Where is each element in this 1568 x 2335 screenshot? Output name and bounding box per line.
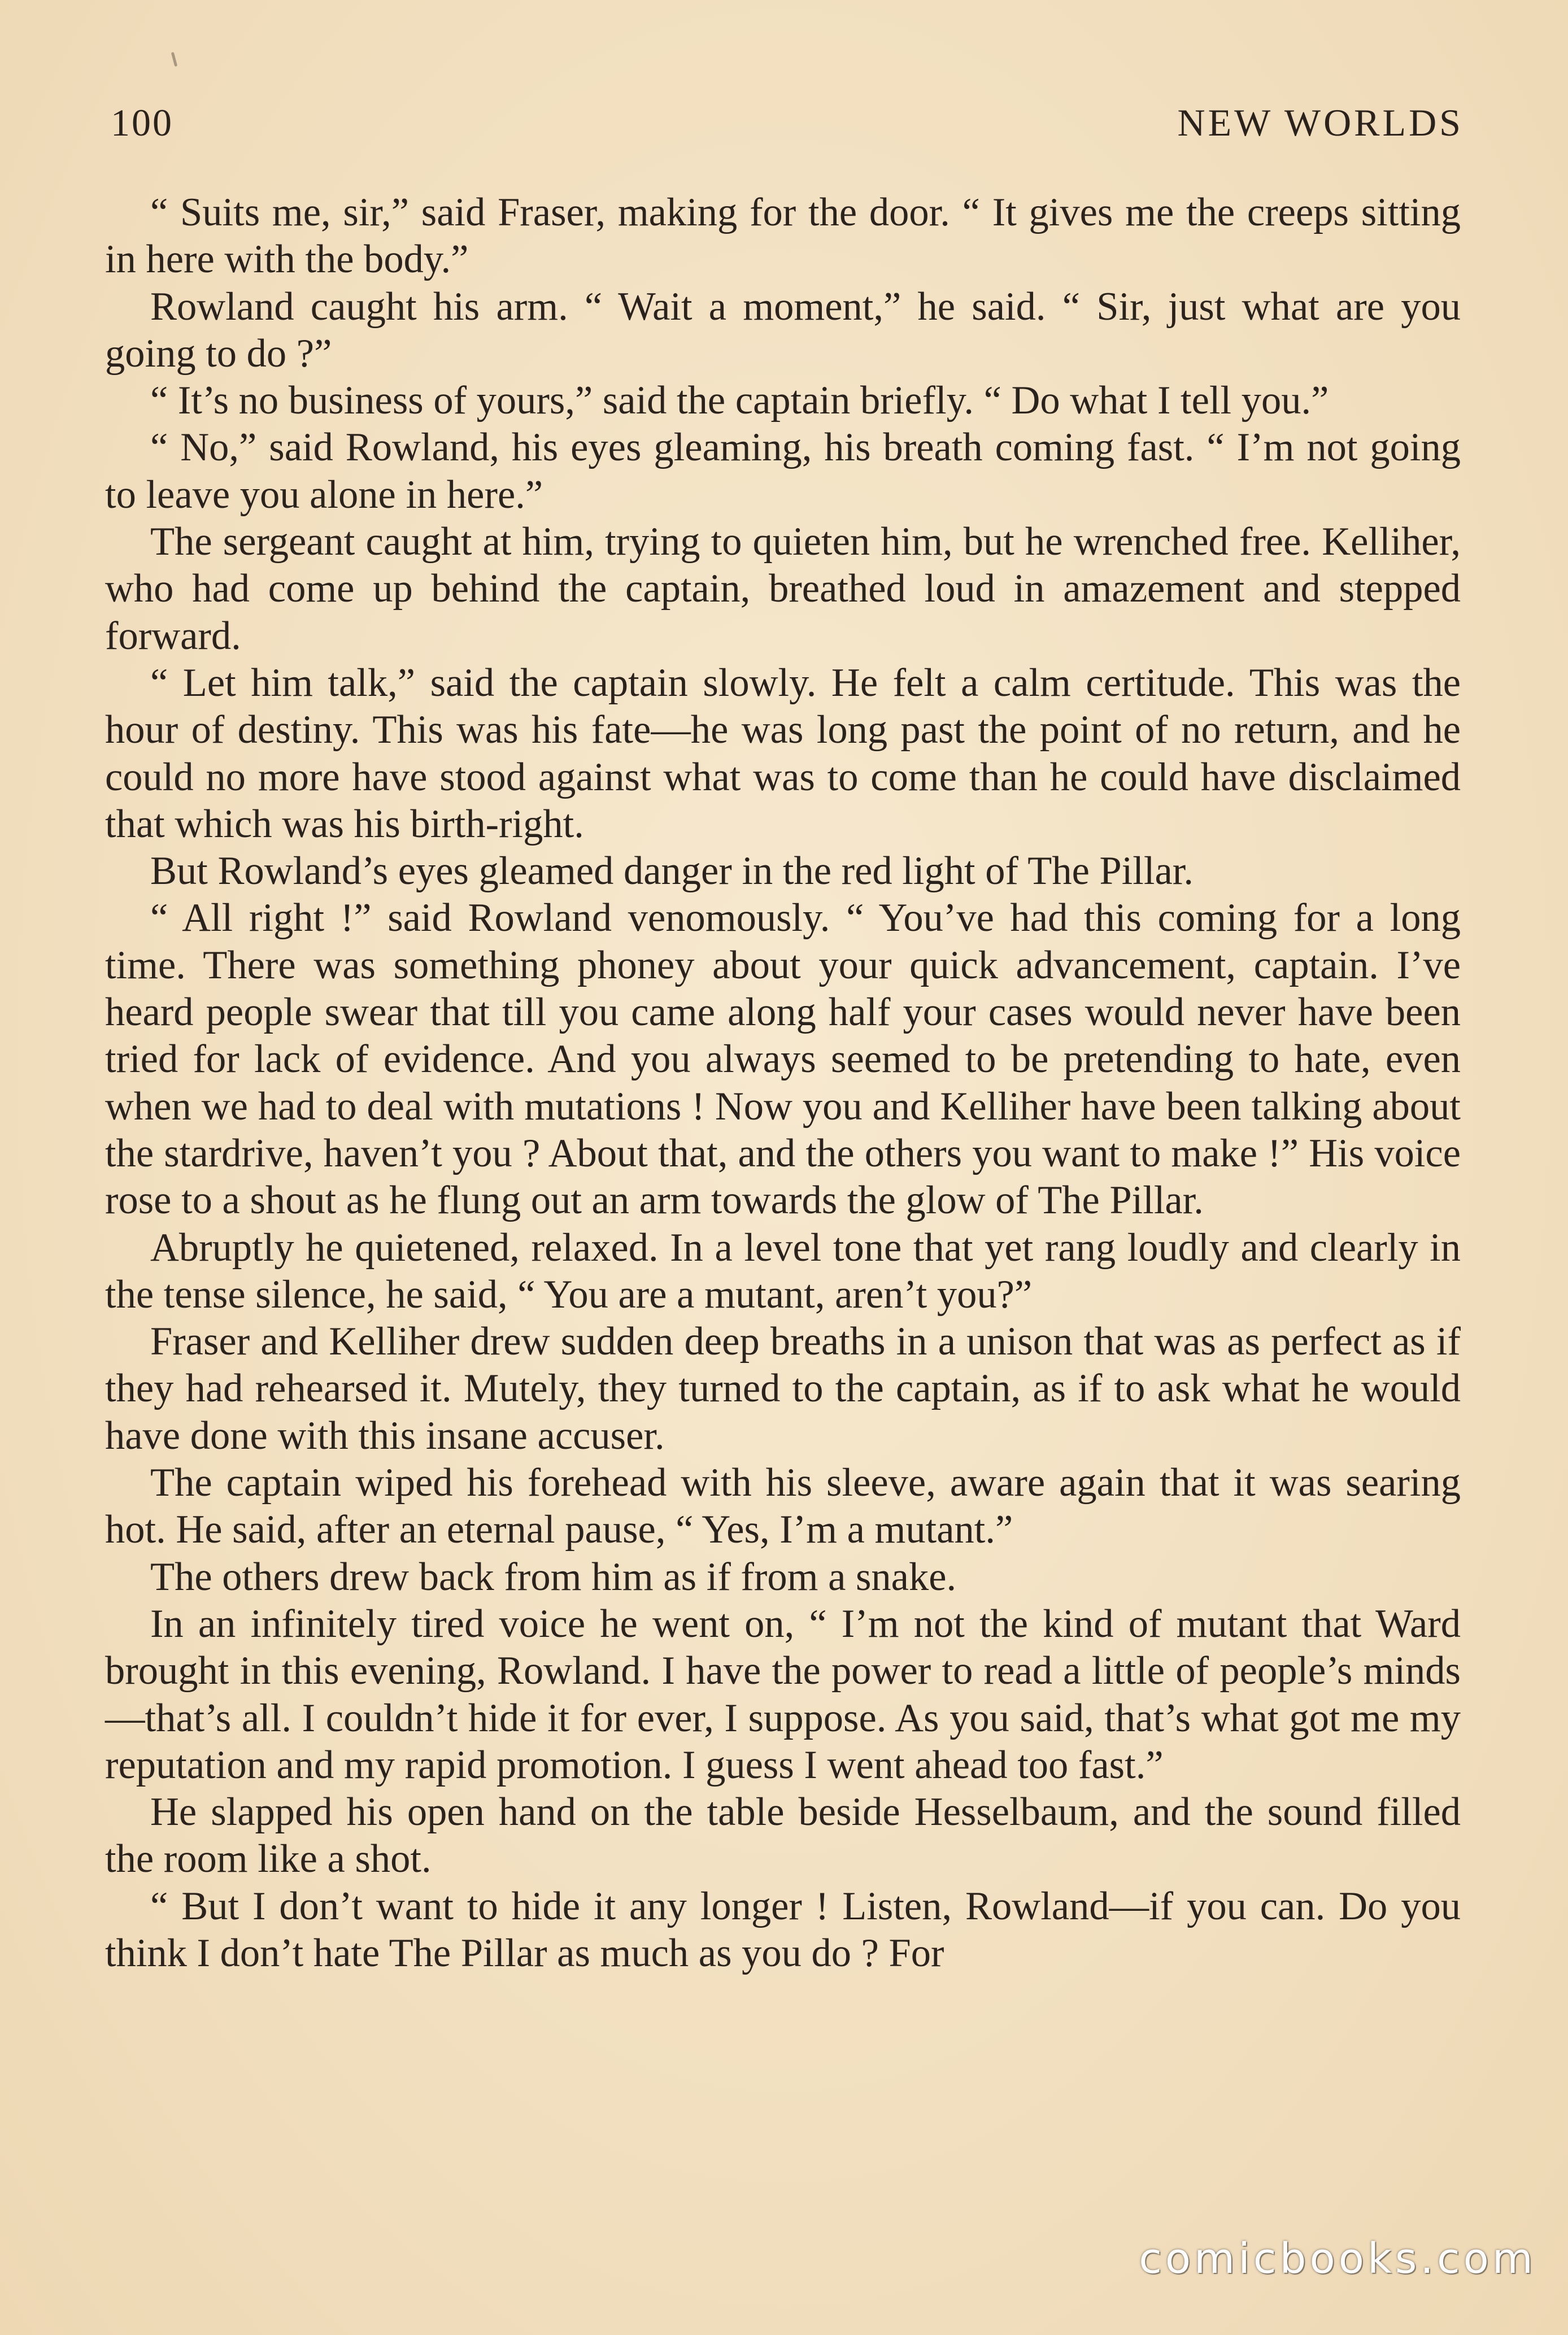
paragraph: But Rowland’s eyes gleamed danger in the red light of The Pillar. [150,849,1194,894]
paragraph: In an infinitely tired voice he went on, “ I’m not the kind of mutant that Ward brought in this evening, Rowland. I have the power to read a little of people’s minds—that’s all. I couldn’t hide it for ever, I suppose. As you said, that’s what got me my reputation and my rapid promotion. I guess I went ahead too fast.” [105,1601,1461,1787]
watermark: comicbooks.com [1139,2234,1536,2283]
paper-speck [171,52,178,67]
paragraph: He slapped his open hand on the table beside Hesselbaum, and the sound filled the room like a shot. [105,1790,1461,1881]
page-number: 100 [111,101,173,144]
paragraph: “ Suits me, sir,” said Fraser, making for the door. “ It gives me the creeps sitting in here with the body.” [105,190,1461,282]
paragraph: The sergeant caught at him, trying to quieten him, but he wrenched free. Kelliher, who had come up behind the captain, breathed loud in amazement and stepped forward. [105,520,1461,658]
paragraph: Fraser and Kelliher drew sudden deep breaths in a unison that was as perfect as if they had rehearsed it. Mutely, they turned to the captain, as if to ask what he would have done with this insane accuser. [105,1319,1461,1458]
paragraph: “ But I don’t want to hide it any longer ! Listen, Rowland—if you can. Do you think I don’t hate The Pillar as much as you do ? For [105,1884,1461,1975]
paragraph: “ Let him talk,” said the captain slowly. He felt a calm certitude. This was the hour of destiny. This was his fate—he was long past the point of no return, and he could no more have stood against what was to come than he could have disclaimed that which was his birth-right. [105,660,1461,846]
paragraph: The others drew back from him as if from a snake. [150,1554,957,1599]
running-head [111,101,1464,151]
paragraph: Rowland caught his arm. “ Wait a moment,” he said. “ Sir, just what are you going to do ?” [105,284,1461,376]
running-title: NEW WORLDS [1177,101,1464,144]
body-text [105,189,1461,1977]
paragraph: “ No,” said Rowland, his eyes gleaming, his breath coming fast. “ I’m not going to leave you alone in here.” [105,425,1461,517]
paragraph: “ It’s no business of yours,” said the captain briefly. “ Do what I tell you.” [150,378,1329,423]
paragraph: Abruptly he quietened, relaxed. In a level tone that yet rang loudly and clearly in the tense silence, he said, “ You are a mutant, aren’t you?” [105,1225,1461,1317]
paragraph: The captain wiped his forehead with his sleeve, aware again that it was searing hot. He said, after an eternal pause, “ Yes, I’m a mutant.” [105,1461,1461,1552]
paragraph: “ All right !” said Rowland venomously. “ You’ve had this coming for a long time. There was something phoney about your quick advancement, captain. I’ve heard people swear that till you came along half your cases would never have been tried for lack of evidence. And you always seemed to be pretending to hate, even when we had to deal with mutations ! Now you and Kelliher have been talking about the stardrive, haven’t you ? About that, and the others you want to make !” His voice rose to a shout as he flung out an arm towards the glow of The Pillar. [105,896,1461,1223]
